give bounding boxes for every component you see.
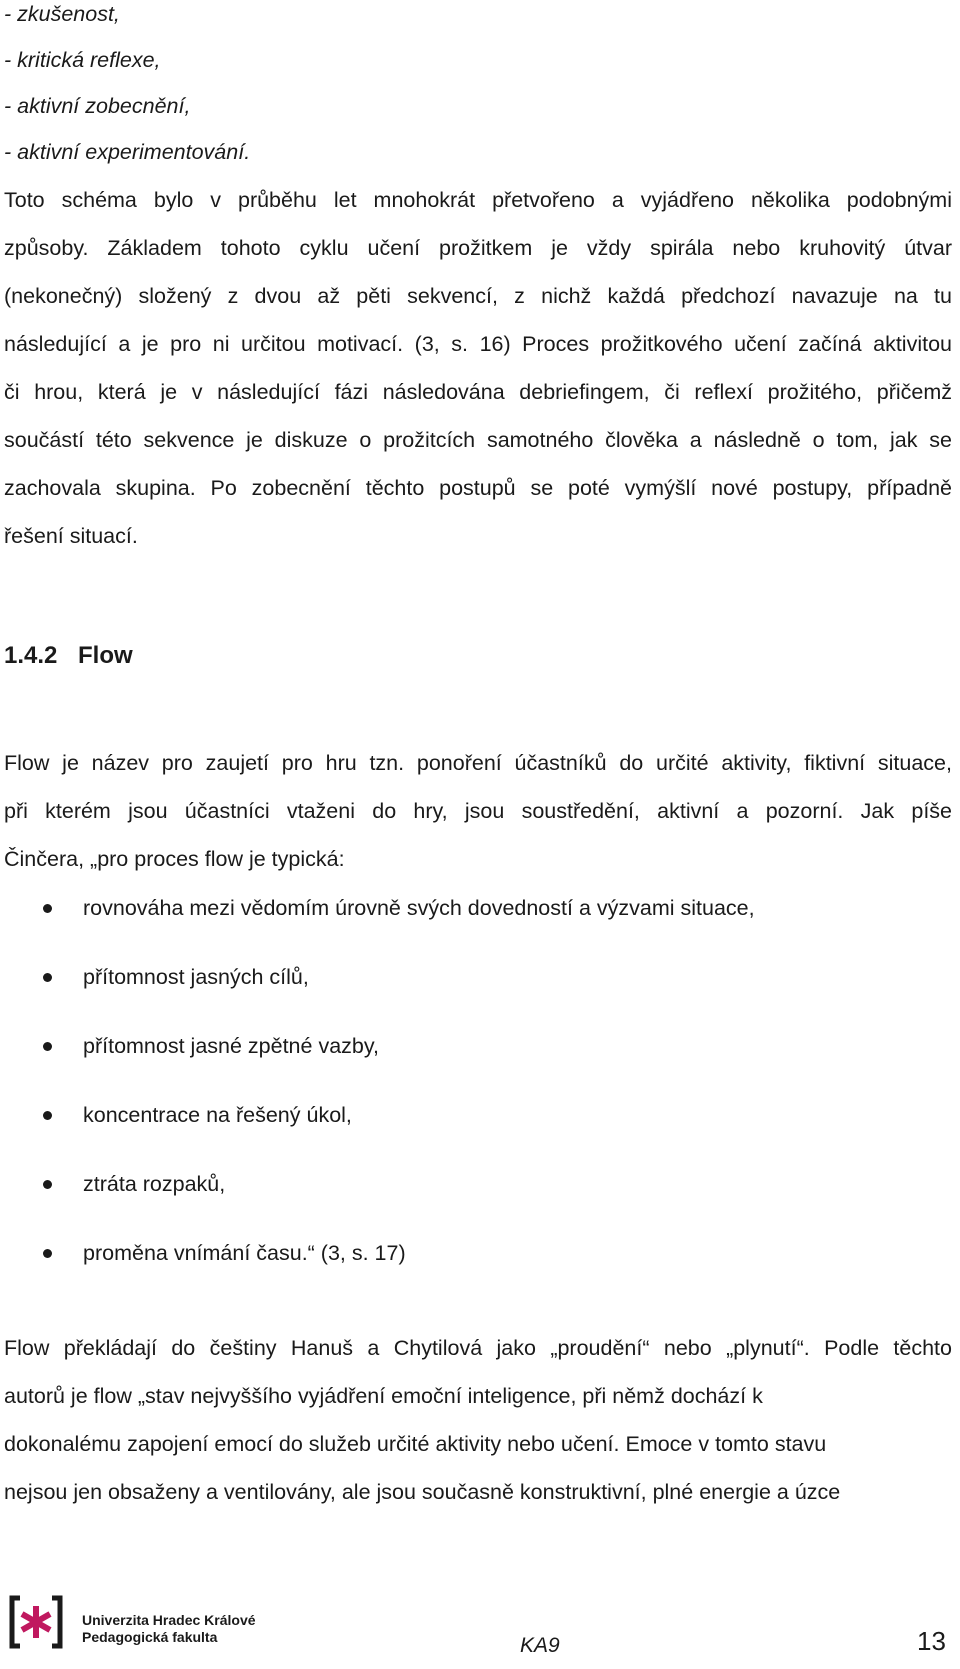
- bullet-icon: [43, 904, 52, 913]
- bullet-icon: [43, 1180, 52, 1189]
- paragraph-line: dokonalému zapojení emocí do služeb určité aktivity nebo učení. Emoce v tomto stavu: [4, 1432, 827, 1456]
- bullet-icon: [43, 973, 52, 982]
- section-number: 1.4.2: [4, 642, 58, 669]
- university-line: Univerzita Hradec Králové: [82, 1612, 256, 1628]
- bullet-text: přítomnost jasné zpětné vazby,: [83, 1034, 379, 1058]
- paragraph-line: Činčera, „pro proces flow je typická:: [4, 847, 345, 871]
- bullet-icon: [43, 1042, 52, 1051]
- paragraph-line: Flow je název pro zaujetí pro hru tzn. ponoření účastníků do určité aktivity, fiktivní situace,: [4, 751, 952, 775]
- paragraph-line: při kterém jsou účastníci vtaženi do hry, jsou soustředění, aktivní a pozorní. Jak píše: [4, 799, 952, 823]
- bullet-text: proměna vnímání času.“ (3, s. 17): [83, 1241, 406, 1265]
- section-heading: [4, 642, 133, 670]
- list-item: - kritická reflexe,: [4, 48, 161, 72]
- bullet-text: koncentrace na řešený úkol,: [83, 1103, 352, 1127]
- bullet-icon: [43, 1111, 52, 1120]
- paragraph-line: řešení situací.: [4, 524, 138, 548]
- list-item: - aktivní zobecnění,: [4, 94, 191, 118]
- paragraph-line: následující a je pro ni určitou motivací. (3, s. 16) Proces prožitkového učení začíná aktivitou: [4, 332, 952, 356]
- paragraph-line: či hrou, která je v následující fázi následována debriefingem, či reflexí prožitého, přičemž: [4, 380, 952, 404]
- bullet-text: ztráta rozpaků,: [83, 1172, 226, 1196]
- section-title: Flow: [78, 642, 133, 669]
- university-asterisk-logo-icon: [6, 1592, 66, 1652]
- paragraph-line: Flow překládají do češtiny Hanuš a Chytilová jako „proudění“ nebo „plynutí“. Podle těchto: [4, 1336, 952, 1360]
- paragraph-line: zachovala skupina. Po zobecnění těchto postupů se poté vymýšlí nové postupy, případně: [4, 476, 952, 500]
- paragraph-line: způsoby. Základem tohoto cyklu učení prožitkem je vždy spirála nebo kruhovitý útvar: [4, 236, 952, 260]
- paragraph-line: autorů je flow „stav nejvyššího vyjádření emoční inteligence, při němž dochází k: [4, 1384, 763, 1408]
- list-item: - aktivní experimentování.: [4, 140, 251, 164]
- list-item: - zkušenost,: [4, 2, 120, 26]
- page-number: 13: [917, 1626, 946, 1656]
- bullet-text: rovnováha mezi vědomím úrovně svých dovedností a výzvami situace,: [83, 896, 755, 920]
- university-name: [82, 1612, 256, 1646]
- paragraph-line: součástí této sekvence je diskuze o prožitcích samotného člověka a následně o tom, jak se: [4, 428, 952, 452]
- paragraph-line: Toto schéma bylo v průběhu let mnohokrát přetvořeno a vyjádřeno několika podobnými: [4, 188, 952, 212]
- bullet-icon: [43, 1249, 52, 1258]
- paragraph-line: (nekonečný) složený z dvou až pěti sekvencí, z nichž každá předchozí navazuje na tu: [4, 284, 952, 308]
- faculty-line: Pedagogická fakulta: [82, 1629, 218, 1645]
- footer-label: KA9: [520, 1634, 560, 1657]
- paragraph-line: nejsou jen obsaženy a ventilovány, ale jsou současně konstruktivní, plné energie a úzce: [4, 1480, 841, 1504]
- bullet-text: přítomnost jasných cílů,: [83, 965, 309, 989]
